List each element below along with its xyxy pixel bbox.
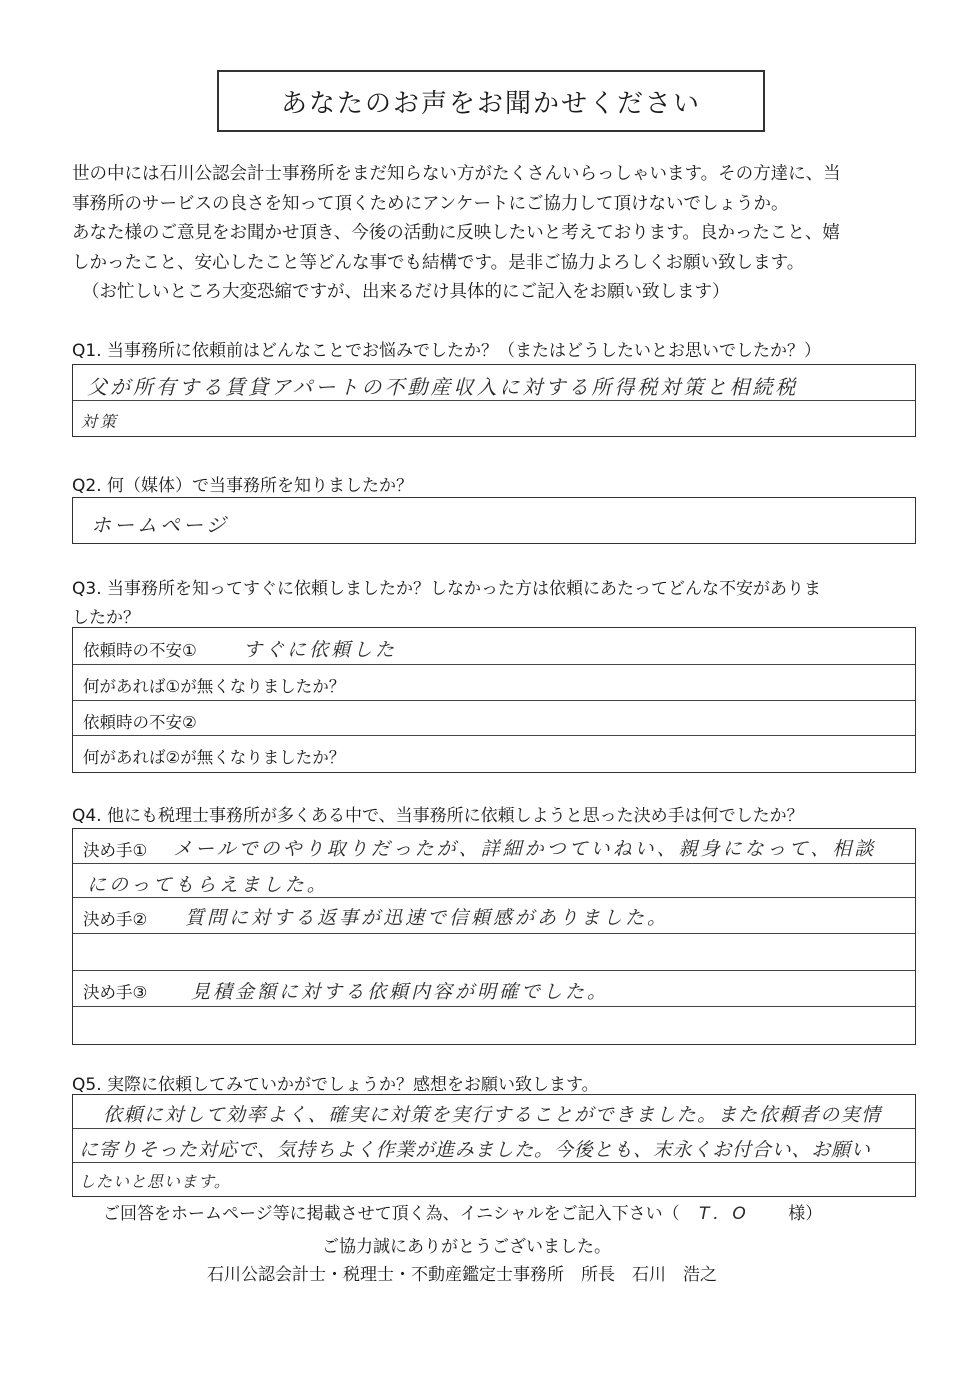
q3-answer1: すぐに依頼した: [243, 639, 398, 661]
intro-line: しかったこと、安心したこと等どんな事でも結構です。是非ご協力よろしくお願い致します。: [72, 252, 805, 273]
q4-answer2: 質問に対する返事が迅速で信頼感がありました。: [185, 907, 670, 929]
q3-row: [73, 736, 915, 772]
q2-answer-box: [72, 497, 916, 544]
q3-question-line1: Q3. 当事務所を知ってすぐに依頼しましたか？しなかった方は依頼にあたってどんな不安がありま: [72, 579, 822, 599]
q4-answer1-line1: メールでのやり取りだったが、詳細かつていねい、親身になって、相談: [173, 838, 877, 860]
q4-label1: 決め手①: [83, 841, 148, 860]
intro-line: （お忙しいところ大変恐縮ですが、出来るだけ具体的にご記入をお願い致します）: [82, 282, 730, 302]
q5-row: [73, 1129, 915, 1163]
q3-label2: 何があれば①が無くなりましたか？: [83, 677, 346, 696]
q1-answer-row: [73, 365, 915, 401]
q4-row: [73, 829, 915, 864]
q5-row: [73, 1163, 915, 1196]
q1-question: Q1. 当事務所に依頼前はどんなことでお悩みでしたか？（またはどうしたいとお思いでしたか？）: [72, 341, 822, 361]
q4-row: [73, 971, 915, 1007]
q4-row-empty: [73, 934, 915, 971]
q5-answer-line2: に寄りそった対応で、気持ちよく作業が進みました。今後とも、末永くお付合い、お願い: [79, 1139, 871, 1161]
q3-row: [73, 701, 915, 736]
intro-line: 事務所のサービスの良さを知って頂くためにアンケートにご協力して頂けないでしょうか。: [72, 193, 789, 214]
q3-question-line2: したか？: [72, 608, 140, 628]
intro-line: 世の中には石川公認会計士事務所をまだ知らない方がたくさんいらっしゃいます。その方達に、当: [72, 164, 841, 184]
intro-text: [72, 160, 932, 308]
q5-question: Q5. 実際に依頼してみていかがでしょうか？感想をお願い致します。: [72, 1075, 599, 1095]
q5-row: [73, 1095, 915, 1129]
q3-label4: 何があれば②が無くなりましたか？: [83, 748, 346, 767]
q4-answer-box: [72, 828, 916, 1045]
office-signature: 石川公認会計士・税理士・不動産鑑定士事務所 所長 石川 浩之: [207, 1265, 717, 1285]
initial-request-line: [103, 1199, 822, 1224]
q5-answer-line1: 依頼に対して効率よく、確実に対策を実行することができました。また依頼者の実情: [103, 1104, 882, 1126]
thanks-text: ご協力誠にありがとうございました。: [322, 1237, 611, 1257]
q1-answer-row: [73, 401, 915, 436]
q3-answer-box: [72, 627, 916, 773]
q2-answer: ホームページ: [91, 513, 229, 537]
initials-value: T．O: [699, 1204, 749, 1224]
q3-label1: 依頼時の不安①: [83, 641, 197, 660]
q1-answer-box: [72, 364, 916, 437]
q4-row-empty: [73, 1007, 915, 1044]
q4-label2: 決め手②: [83, 910, 148, 929]
q1-answer-line1: 父が所有する賃貸アパートの不動産収入に対する所得税対策と相続税: [87, 375, 799, 399]
intro-line: あなた様のご意見をお聞かせ頂き、今後の活動に反映したいと考えております。良かったこと、嬉: [72, 223, 840, 243]
q3-row: [73, 628, 915, 665]
page-title: あなたのお声をお聞かせください: [217, 70, 765, 132]
q4-row: [73, 864, 915, 898]
q4-question: Q4. 他にも税理士事務所が多くある中で、当事務所に依頼しようと思った決め手は何でしたか？: [72, 806, 804, 826]
q4-answer3: 見積金額に対する依頼内容が明確でした。: [191, 981, 610, 1003]
q3-row: [73, 665, 915, 701]
initial-request-text: ご回答をホームページ等に掲載させて頂く為、イニシャルをご記入下さい（: [103, 1204, 680, 1224]
q4-label3: 決め手③: [83, 983, 148, 1002]
q2-question: Q2. 何（媒体）で当事務所を知りましたか？: [72, 476, 414, 496]
q4-row: [73, 898, 915, 934]
q5-answer-box: [72, 1094, 916, 1197]
q4-answer1-line2: にのってもらえました。: [87, 874, 329, 896]
q1-answer-line2: 対策: [81, 412, 120, 431]
sama-text: 様）: [788, 1204, 823, 1224]
q3-label3: 依頼時の不安②: [83, 713, 197, 732]
q5-answer-line3: したいと思います。: [79, 1172, 231, 1191]
